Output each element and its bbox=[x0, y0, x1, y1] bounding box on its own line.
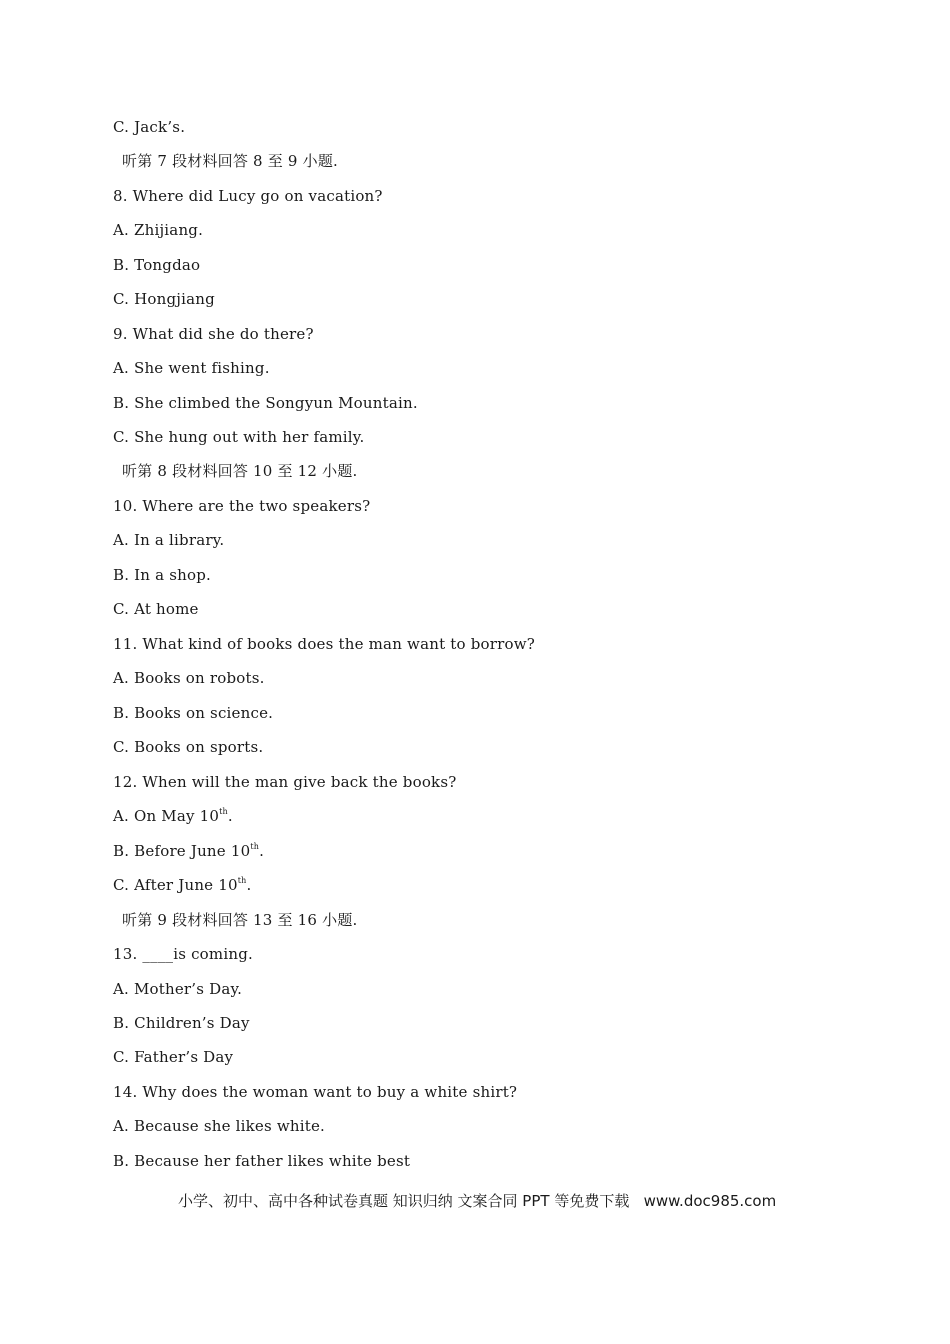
option-a-q12-text: A. On May 10 bbox=[113, 807, 220, 825]
section-header-7: 听第 7 段材料回答 8 至 9 小题. bbox=[122, 152, 339, 170]
option-a-q12 bbox=[113, 807, 233, 825]
section-header-9: 听第 9 段材料回答 13 至 16 小题. bbox=[122, 911, 358, 929]
question-11: 11. What kind of books does the man want to borrow? bbox=[113, 635, 535, 653]
option-a-q14: A. Because she likes white. bbox=[113, 1117, 326, 1135]
option-a-q13: A. Mother’s Day. bbox=[113, 980, 243, 998]
option-b-q14: B. Because her father likes white best bbox=[113, 1152, 411, 1170]
option-b-q8: B. Tongdao bbox=[113, 256, 201, 274]
option-a-q12-end: . bbox=[227, 807, 233, 825]
option-a-q8: A. Zhijiang. bbox=[113, 221, 204, 239]
option-c-q12 bbox=[113, 876, 251, 894]
option-b-q11: B. Books on science. bbox=[113, 704, 274, 722]
option-c-q12-end: . bbox=[246, 876, 252, 894]
option-c-q13: C. Father’s Day bbox=[113, 1048, 234, 1066]
option-c-q11: C. Books on sports. bbox=[113, 738, 264, 756]
option-a-q11: A. Books on robots. bbox=[113, 669, 265, 687]
question-12: 12. When will the man give back the books? bbox=[113, 773, 457, 791]
option-b-q10: B. In a shop. bbox=[113, 566, 211, 584]
ordinal-suffix: th bbox=[250, 842, 260, 851]
option-c-q8: C. Hongjiang bbox=[113, 290, 215, 308]
ordinal-suffix: th bbox=[219, 807, 228, 816]
question-8: 8. Where did Lucy go on vacation? bbox=[113, 187, 383, 205]
option-c-q7: C. Jack’s. bbox=[113, 118, 186, 136]
option-c-q12-text: C. After June 10 bbox=[113, 876, 238, 894]
ordinal-suffix: th bbox=[237, 876, 247, 885]
option-a-q10: A. In a library. bbox=[113, 531, 225, 549]
section-header-8: 听第 8 段材料回答 10 至 12 小题. bbox=[122, 462, 358, 480]
page-footer: 小学、初中、高中各种试卷真题 知识归纳 文案合同 PPT 等免费下载 www.doc985.com bbox=[178, 1192, 777, 1210]
option-b-q13: B. Children’s Day bbox=[113, 1014, 250, 1032]
question-14: 14. Why does the woman want to buy a white shirt? bbox=[113, 1083, 518, 1101]
option-b-q12-end: . bbox=[259, 842, 265, 860]
question-13: 13. ____is coming. bbox=[113, 945, 253, 963]
option-c-q9: C. She hung out with her family. bbox=[113, 428, 365, 446]
option-c-q10: C. At home bbox=[113, 600, 199, 618]
option-b-q12 bbox=[113, 842, 264, 860]
option-a-q9: A. She went fishing. bbox=[113, 359, 270, 377]
question-9: 9. What did she do there? bbox=[113, 325, 314, 343]
option-b-q9: B. She climbed the Songyun Mountain. bbox=[113, 394, 418, 412]
option-b-q12-text: B. Before June 10 bbox=[113, 842, 251, 860]
question-10: 10. Where are the two speakers? bbox=[113, 497, 371, 515]
